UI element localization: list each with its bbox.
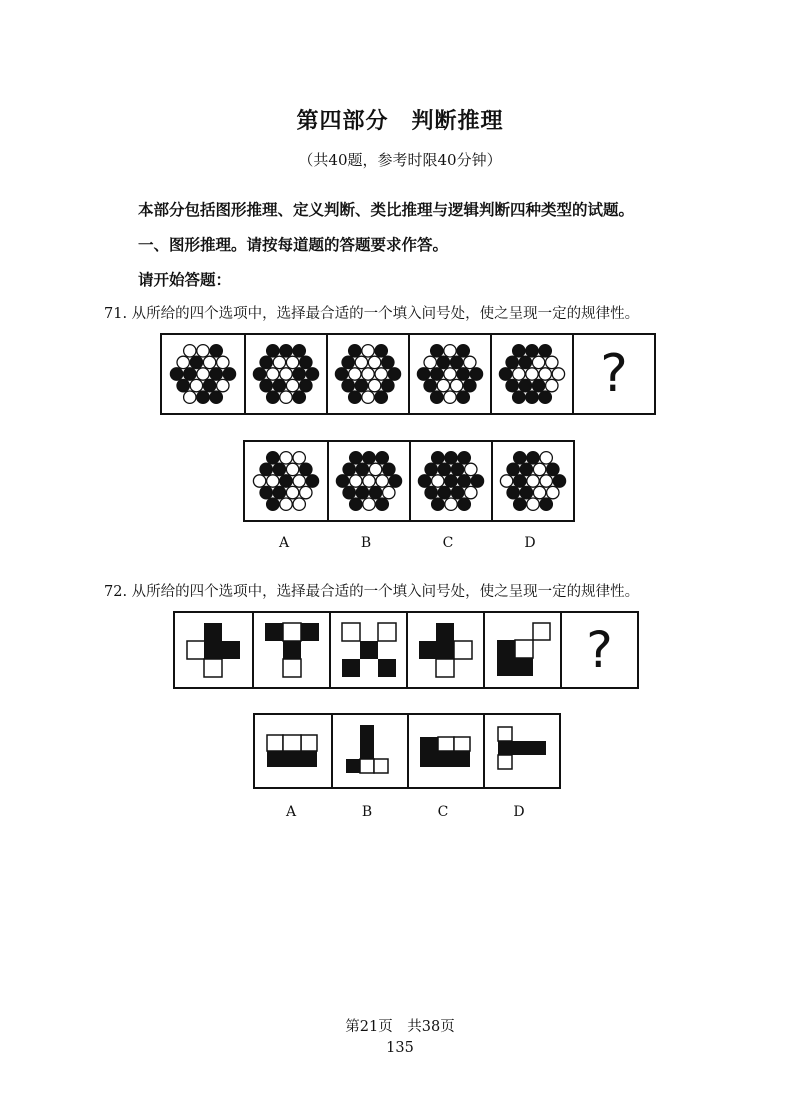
q71-options-row [243, 440, 575, 522]
q71-figure-3 [326, 335, 408, 413]
cluster-circle [431, 391, 443, 403]
cluster-circle [280, 452, 292, 464]
option-label-d: D [524, 535, 536, 551]
cluster-circle [553, 475, 565, 487]
cluster-circle [197, 391, 209, 403]
cluster-circle [457, 368, 469, 380]
cluster-circle [424, 356, 436, 368]
cluster-circle [203, 379, 215, 391]
circle-cluster-figure [251, 446, 321, 516]
q72-figure-4 [406, 613, 483, 687]
cluster-circle [210, 391, 222, 403]
cluster-circle [526, 368, 538, 380]
cluster-circle [445, 475, 457, 487]
q72-figure-3 [329, 613, 406, 687]
q71-option-a[interactable] [245, 442, 327, 520]
cluster-circle [500, 475, 512, 487]
cluster-circle [464, 356, 476, 368]
option-label-a: A [285, 804, 297, 820]
cluster-circle [184, 391, 196, 403]
cluster-circle [273, 379, 285, 391]
cluster-circle [280, 391, 292, 403]
cluster-circle [273, 463, 285, 475]
cluster-circle [260, 486, 272, 498]
cluster-circle [513, 345, 525, 357]
cluster-circle [527, 452, 539, 464]
option-label-a: A [278, 535, 290, 551]
cluster-circle [362, 368, 374, 380]
q72-option-c[interactable] [407, 715, 483, 787]
q71-figure-4 [408, 335, 490, 413]
cluster-circle [362, 345, 374, 357]
cluster-circle [350, 475, 362, 487]
cluster-circle [190, 379, 202, 391]
cluster-circle [552, 368, 564, 380]
cluster-circle [286, 356, 298, 368]
cluster-circle [217, 356, 229, 368]
question-72 [104, 580, 639, 601]
cluster-circle [286, 486, 298, 498]
q72-figure-2 [252, 613, 329, 687]
section-title: 第四部分 判断推理 [296, 109, 504, 134]
square-grid-figure [263, 721, 323, 781]
cluster-circle [527, 498, 539, 510]
cluster-circle [527, 475, 539, 487]
question-number: 72. [104, 584, 128, 600]
cluster-circle [507, 486, 519, 498]
cluster-circle [342, 356, 354, 368]
cluster-circle [445, 498, 457, 510]
q71-option-d[interactable] [491, 442, 573, 520]
q72-sequence-row [173, 611, 639, 689]
cluster-circle [437, 356, 449, 368]
cluster-circle [267, 475, 279, 487]
cluster-circle [418, 475, 430, 487]
cluster-circle [547, 486, 559, 498]
q72-question-cell [560, 613, 637, 687]
cluster-circle [376, 452, 388, 464]
q71-sequence-row [160, 333, 656, 415]
cluster-circle [286, 463, 298, 475]
square-grid-figure [493, 620, 553, 680]
circle-cluster-figure [498, 446, 568, 516]
cluster-circle [458, 475, 470, 487]
cluster-circle [526, 345, 538, 357]
cluster-circle [343, 463, 355, 475]
cluster-circle [293, 368, 305, 380]
cluster-circle [375, 368, 387, 380]
cluster-circle [203, 356, 215, 368]
q71-figure-5 [490, 335, 572, 413]
cluster-circle [363, 498, 375, 510]
square-grid-figure [416, 721, 476, 781]
circle-cluster-figure [416, 446, 486, 516]
question-71 [104, 302, 639, 323]
cluster-circle [425, 486, 437, 498]
cluster-circle [425, 463, 437, 475]
circle-cluster-figure [497, 339, 567, 409]
square-grid-figure [262, 620, 322, 680]
cluster-circle [546, 379, 558, 391]
section-subtitle: （共40题，参考时限40分钟） [298, 151, 502, 169]
cluster-circle [273, 356, 285, 368]
cluster-circle [368, 356, 380, 368]
cluster-circle [306, 368, 318, 380]
cluster-circle [444, 345, 456, 357]
cluster-circle [190, 356, 202, 368]
cluster-circle [260, 356, 272, 368]
cluster-circle [444, 368, 456, 380]
cluster-circle [286, 379, 298, 391]
cluster-circle [197, 345, 209, 357]
page-number: 135 [386, 1040, 414, 1056]
cluster-circle [470, 368, 482, 380]
cluster-circle [170, 368, 182, 380]
q72-option-d[interactable] [483, 715, 559, 787]
option-label-d: D [513, 804, 525, 820]
cluster-circle [253, 368, 265, 380]
cluster-circle [355, 379, 367, 391]
cluster-circle [376, 498, 388, 510]
q71-figure-1 [162, 335, 244, 413]
cluster-circle [375, 345, 387, 357]
circle-cluster-figure [333, 339, 403, 409]
cluster-circle [260, 463, 272, 475]
cluster-circle [363, 452, 375, 464]
cluster-circle [368, 379, 380, 391]
cluster-circle [363, 475, 375, 487]
cluster-circle [514, 452, 526, 464]
cluster-circle [532, 356, 544, 368]
question-text: 从所给的四个选项中，选择最合适的一个填入问号处，使之呈现一定的规律性。 [131, 584, 640, 600]
square-grid-figure [340, 721, 400, 781]
option-label-b: B [361, 804, 373, 820]
intro-line-1: 本部分包括图形推理、定义判断、类比推理与逻辑判断四种类型的试题。 [138, 201, 635, 219]
cluster-circle [388, 368, 400, 380]
cluster-circle [300, 379, 312, 391]
cluster-circle [280, 475, 292, 487]
cluster-circle [300, 356, 312, 368]
cluster-circle [335, 368, 347, 380]
cluster-circle [300, 486, 312, 498]
square-grid-figure [184, 620, 244, 680]
cluster-circle [540, 498, 552, 510]
circle-cluster-figure [334, 446, 404, 516]
cluster-circle [382, 356, 394, 368]
cluster-circle [350, 452, 362, 464]
cluster-circle [177, 356, 189, 368]
option-label-c: C [442, 535, 454, 551]
square-grid-figure [416, 620, 476, 680]
cluster-circle [383, 463, 395, 475]
cluster-circle [293, 452, 305, 464]
cluster-circle [458, 452, 470, 464]
cluster-circle [540, 452, 552, 464]
cluster-circle [300, 463, 312, 475]
question-text: 从所给的四个选项中，选择最合适的一个填入问号处，使之呈现一定的规律性。 [131, 306, 640, 322]
q71-option-b[interactable] [327, 442, 409, 520]
cluster-circle [356, 486, 368, 498]
cluster-circle [465, 463, 477, 475]
cluster-circle [356, 463, 368, 475]
option-label-c: C [437, 804, 449, 820]
cluster-circle [382, 379, 394, 391]
cluster-circle [431, 345, 443, 357]
cluster-circle [457, 345, 469, 357]
circle-cluster-figure [251, 339, 321, 409]
cluster-circle [540, 475, 552, 487]
q72-option-b[interactable] [331, 715, 407, 787]
cluster-circle [445, 452, 457, 464]
cluster-circle [457, 391, 469, 403]
cluster-circle [306, 475, 318, 487]
cluster-circle [280, 498, 292, 510]
q71-option-c[interactable] [409, 442, 491, 520]
cluster-circle [471, 475, 483, 487]
cluster-circle [514, 498, 526, 510]
cluster-circle [519, 379, 531, 391]
cluster-circle [293, 391, 305, 403]
cluster-circle [539, 391, 551, 403]
cluster-circle [260, 379, 272, 391]
cluster-circle [514, 475, 526, 487]
cluster-circle [507, 463, 519, 475]
cluster-circle [389, 475, 401, 487]
cluster-circle [424, 379, 436, 391]
cluster-circle [369, 486, 381, 498]
cluster-circle [280, 368, 292, 380]
cluster-circle [293, 498, 305, 510]
cluster-circle [519, 356, 531, 368]
cluster-circle [438, 463, 450, 475]
cluster-circle [432, 475, 444, 487]
question-number: 71. [104, 306, 128, 322]
cluster-circle [280, 345, 292, 357]
cluster-circle [253, 475, 265, 487]
cluster-circle [197, 368, 209, 380]
cluster-circle [532, 379, 544, 391]
cluster-circle [217, 379, 229, 391]
cluster-circle [506, 379, 518, 391]
cluster-circle [376, 475, 388, 487]
q72-figure-1 [175, 613, 252, 687]
cluster-circle [177, 379, 189, 391]
cluster-circle [513, 391, 525, 403]
cluster-circle [267, 368, 279, 380]
square-grid-figure [339, 620, 399, 680]
circle-cluster-figure [415, 339, 485, 409]
cluster-circle [349, 391, 361, 403]
q71-question-cell [572, 335, 654, 413]
q72-option-a[interactable] [255, 715, 331, 787]
cluster-circle [267, 498, 279, 510]
cluster-circle [210, 368, 222, 380]
intro-line-2: 一、图形推理。请按每道题的答题要求作答。 [138, 236, 449, 254]
cluster-circle [437, 379, 449, 391]
cluster-circle [210, 345, 222, 357]
cluster-circle [513, 368, 525, 380]
cluster-circle [267, 345, 279, 357]
cluster-circle [520, 486, 532, 498]
cluster-circle [450, 379, 462, 391]
cluster-circle [520, 463, 532, 475]
cluster-circle [375, 391, 387, 403]
cluster-circle [546, 356, 558, 368]
cluster-circle [184, 345, 196, 357]
cluster-circle [267, 452, 279, 464]
cluster-circle [267, 391, 279, 403]
cluster-circle [506, 356, 518, 368]
q72-options-row [253, 713, 561, 789]
cluster-circle [432, 498, 444, 510]
cluster-circle [293, 345, 305, 357]
q71-option-labels [243, 535, 571, 551]
cluster-circle [539, 345, 551, 357]
cluster-circle [431, 368, 443, 380]
cluster-circle [184, 368, 196, 380]
cluster-circle [349, 368, 361, 380]
question-mark: ? [586, 621, 613, 679]
cluster-circle [444, 391, 456, 403]
cluster-circle [293, 475, 305, 487]
cluster-circle [417, 368, 429, 380]
cluster-circle [362, 391, 374, 403]
cluster-circle [465, 486, 477, 498]
cluster-circle [342, 379, 354, 391]
cluster-circle [450, 356, 462, 368]
cluster-circle [350, 498, 362, 510]
cluster-circle [464, 379, 476, 391]
cluster-circle [343, 486, 355, 498]
intro-line-3: 请开始答题： [138, 271, 232, 289]
cluster-circle [438, 486, 450, 498]
cluster-circle [499, 368, 511, 380]
q72-option-labels [253, 804, 557, 820]
page-footer: 第21页 共38页 [345, 1019, 455, 1035]
cluster-circle [355, 356, 367, 368]
cluster-circle [533, 486, 545, 498]
cluster-circle [273, 486, 285, 498]
cluster-circle [547, 463, 559, 475]
cluster-circle [451, 463, 463, 475]
square-grid-figure [492, 721, 552, 781]
cluster-circle [432, 452, 444, 464]
cluster-circle [458, 498, 470, 510]
option-label-b: B [360, 535, 372, 551]
cluster-circle [533, 463, 545, 475]
cluster-circle [526, 391, 538, 403]
cluster-circle [223, 368, 235, 380]
cluster-circle [349, 345, 361, 357]
cluster-circle [383, 486, 395, 498]
cluster-circle [336, 475, 348, 487]
circle-cluster-figure [168, 339, 238, 409]
question-mark: ? [600, 344, 628, 404]
q72-figure-5 [483, 613, 560, 687]
cluster-circle [451, 486, 463, 498]
cluster-circle [369, 463, 381, 475]
cluster-circle [539, 368, 551, 380]
q71-figure-2 [244, 335, 326, 413]
